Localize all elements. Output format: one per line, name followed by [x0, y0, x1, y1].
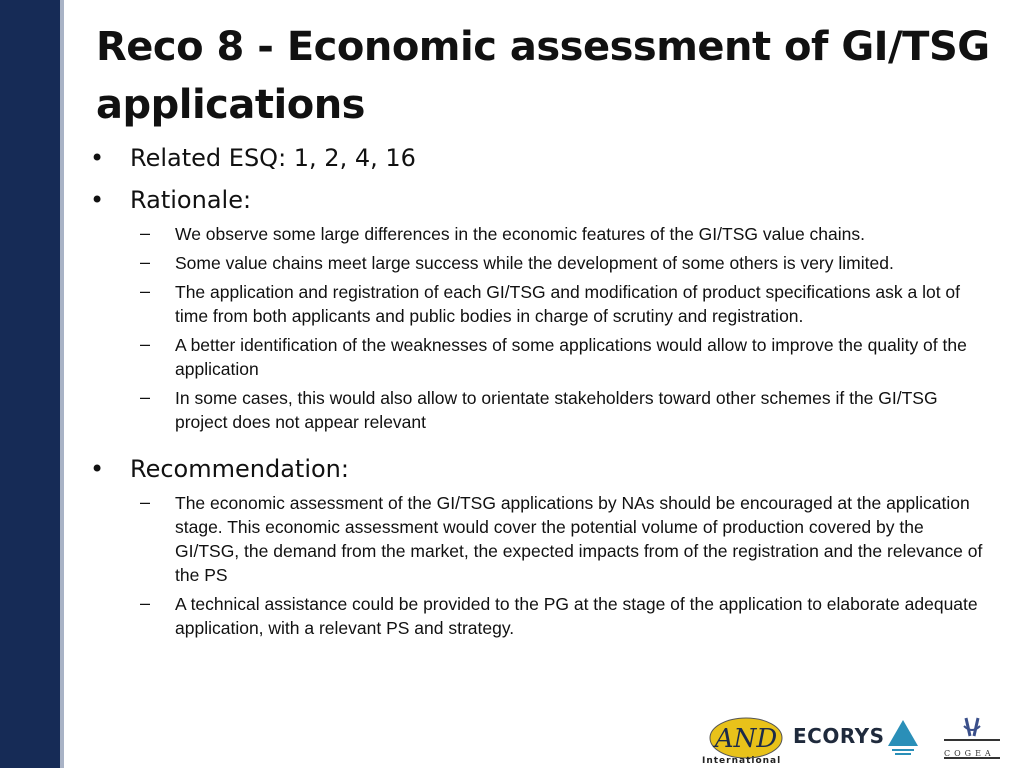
bullet-marker: •	[90, 186, 105, 214]
slide-body	[88, 140, 988, 645]
rationale-item-text: In some cases, this would also allow to orientate stakeholders toward other schemes if the GI/TSG project does not appear relevant	[175, 388, 938, 432]
rationale-item	[88, 251, 988, 275]
recommendation-item-text: The economic assessment of the GI/TSG applications by NAs should be encouraged at the application stage. This economic assessment would cover the potential volume of production covered by the GI/TSG, the demand from the market, the expected impacts from of the registration and the relevance of the PS	[175, 493, 983, 585]
dash-marker: –	[140, 593, 151, 613]
dash-marker: –	[140, 492, 151, 512]
dash-marker: –	[140, 223, 151, 243]
rationale-item	[88, 222, 988, 246]
dash-marker: –	[140, 387, 151, 407]
recommendation-item-text: A technical assistance could be provided to the PG at the stage of the application to elaborate adequate application, with a relevant PS and strategy.	[175, 594, 978, 638]
rationale-item-text: We observe some large differences in the economic features of the GI/TSG value chains.	[175, 224, 865, 244]
left-accent-bar	[0, 0, 64, 768]
bullet-marker: •	[90, 455, 105, 483]
bullet-text: Rationale:	[130, 186, 252, 214]
cogea-logo-text: COGEA	[944, 749, 995, 758]
bullet-text: Recommendation:	[130, 455, 349, 483]
dash-marker: –	[140, 252, 151, 272]
bullet-marker: •	[90, 144, 105, 172]
and-logo-mark: AND	[714, 724, 778, 754]
recommendation-item	[88, 491, 988, 587]
rationale-item	[88, 333, 988, 381]
ecorys-triangle-icon	[886, 718, 920, 758]
bullet-recommendation	[88, 451, 988, 487]
dash-marker: –	[140, 334, 151, 354]
rationale-item-text: Some value chains meet large success while the development of some others is very limited.	[175, 253, 894, 273]
bullet-rationale	[88, 182, 988, 218]
rationale-item-text: A better identification of the weaknesses of some applications would allow to improve the quality of the application	[175, 335, 967, 379]
rationale-item-text: The application and registration of each GI/TSG and modification of product specifications ask a lot of time from both applicants and public bodies in charge of scrutiny and registration.	[175, 282, 961, 326]
recommendation-item	[88, 592, 988, 640]
bullet-related-esq	[88, 140, 988, 176]
partner-logos	[700, 708, 1020, 768]
dash-marker: –	[140, 281, 151, 301]
bullet-text: Related ESQ: 1, 2, 4, 16	[130, 144, 416, 172]
and-logo-caption: International	[702, 756, 782, 766]
rationale-item	[88, 280, 988, 328]
ecorys-logo: ECORYS	[793, 724, 885, 748]
slide-title: Reco 8 - Economic assessment of GI/TSG applications	[96, 24, 990, 128]
rationale-item	[88, 386, 988, 434]
